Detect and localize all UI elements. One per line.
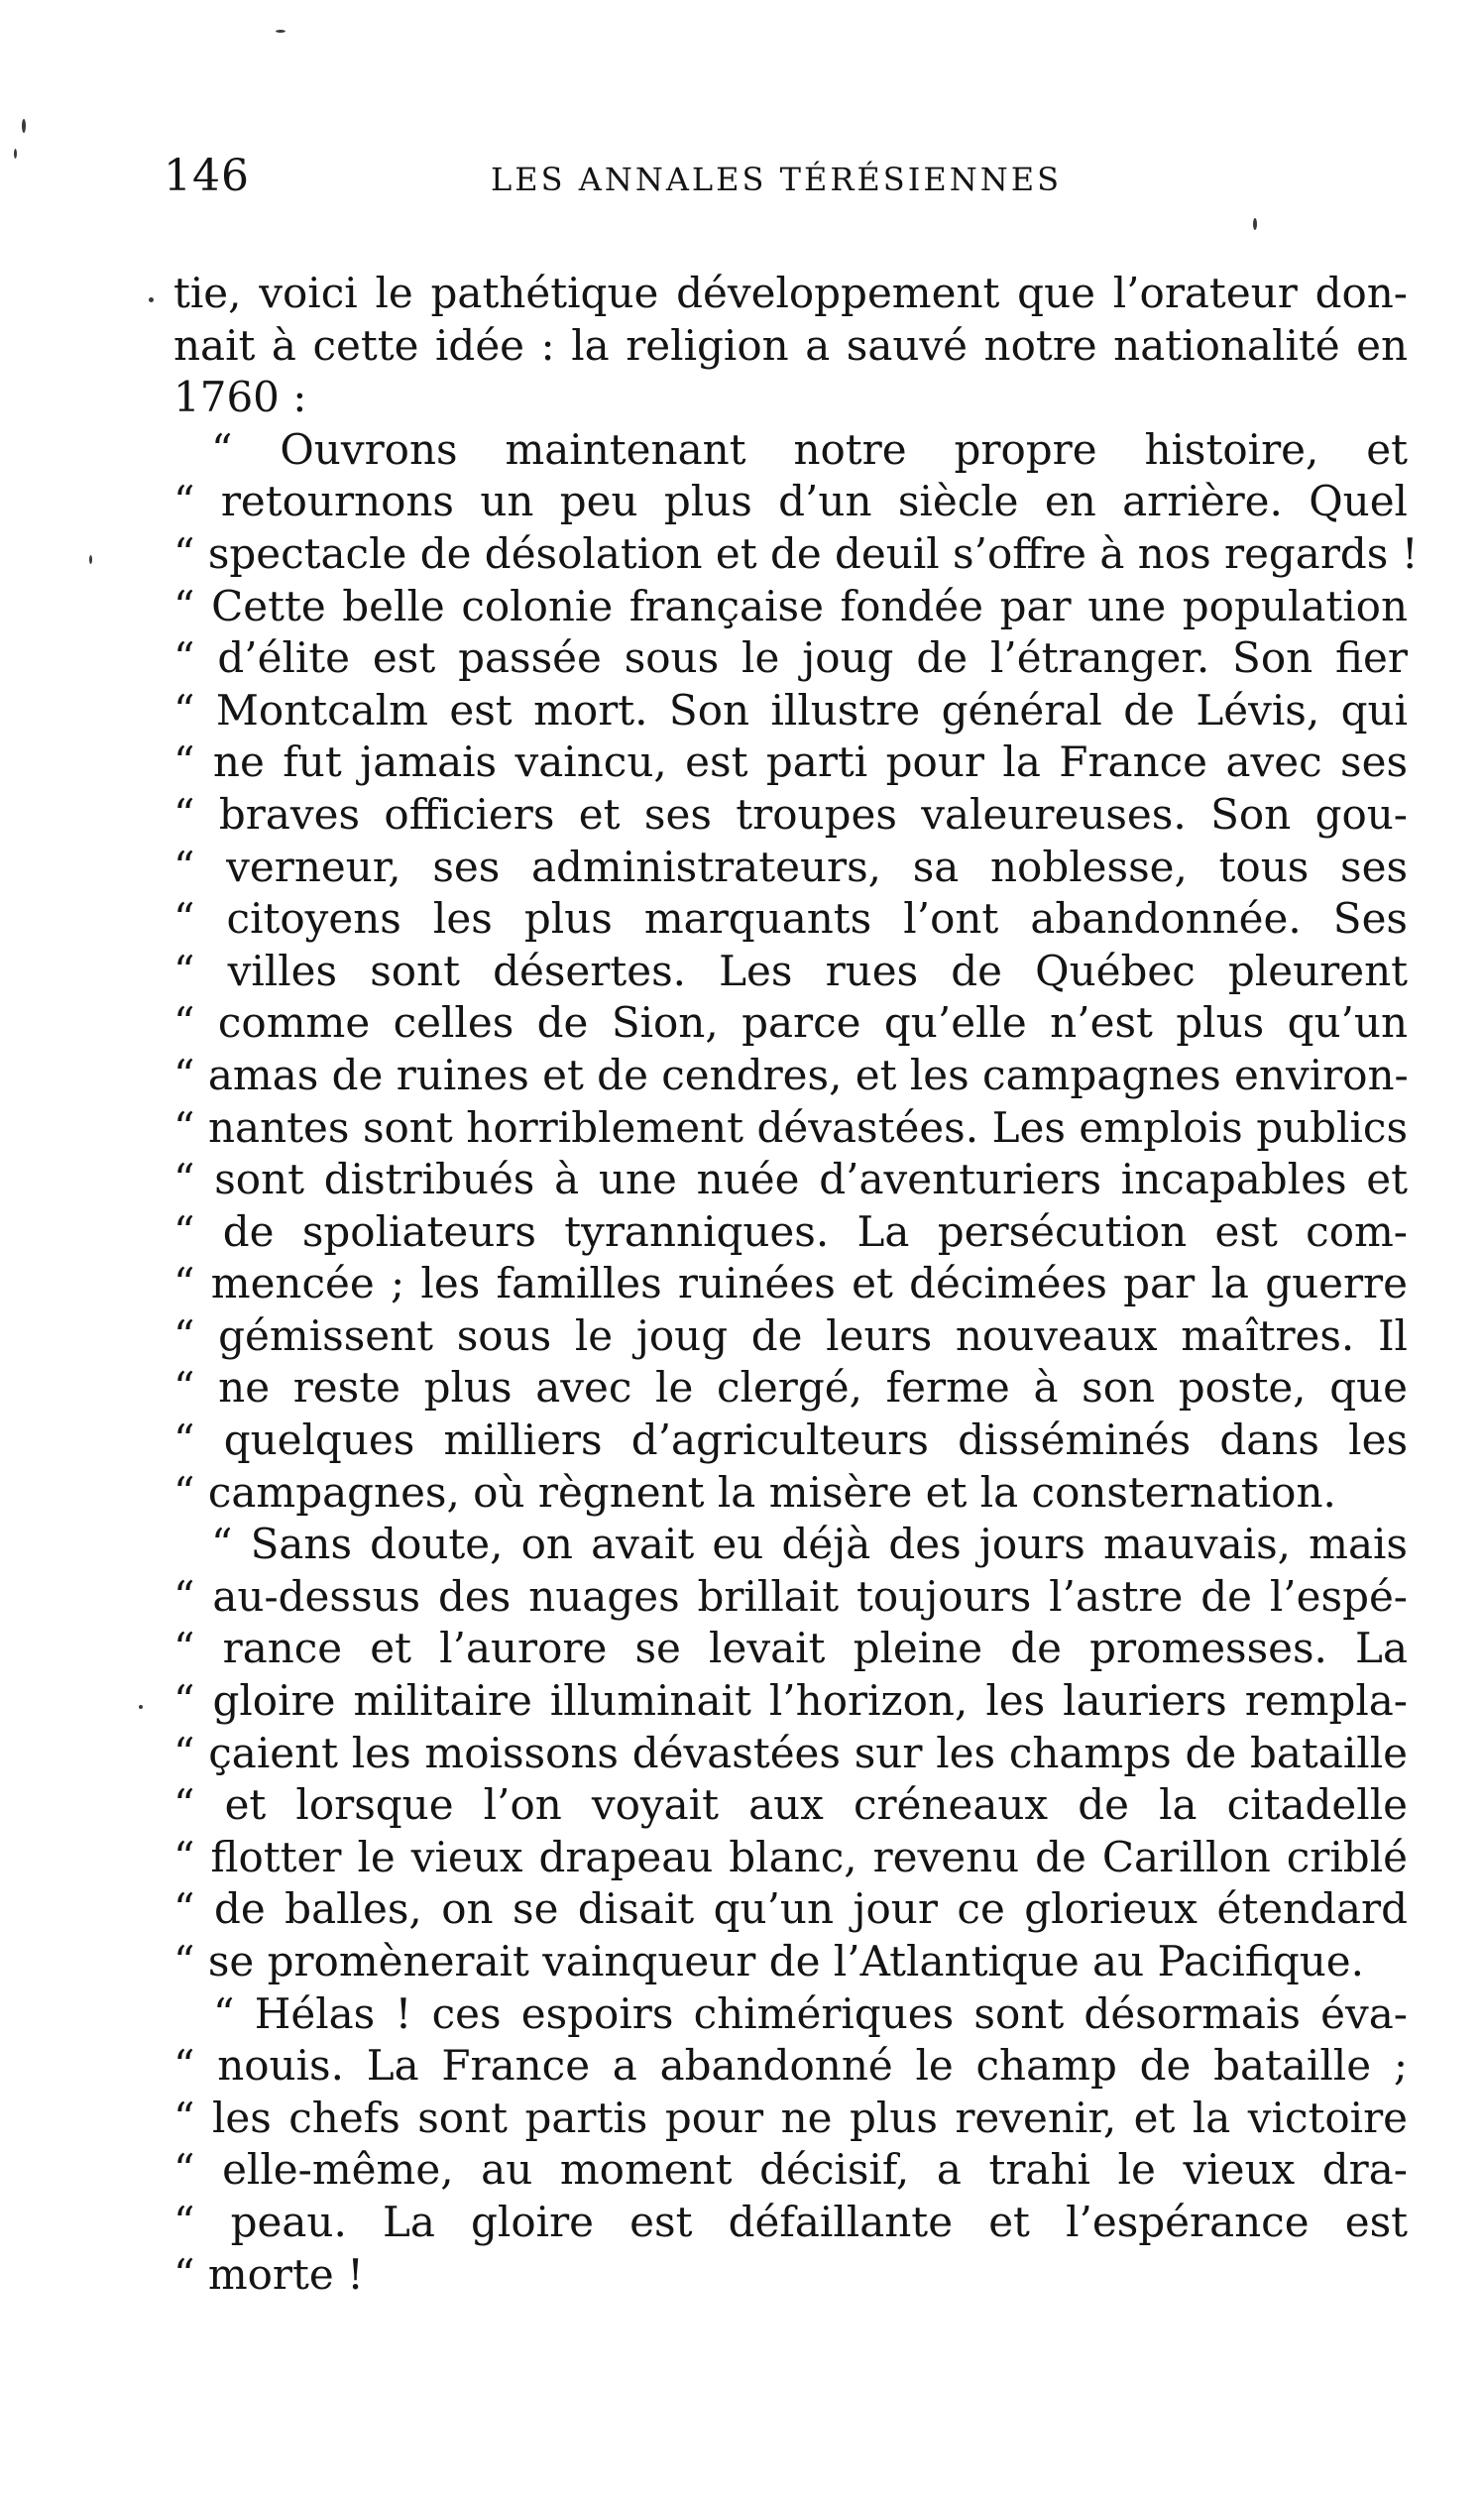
text-line-26: “ au-dessus des nuages brillait toujours l’astre de l’espé- [173, 1571, 1408, 1621]
text-line-1: tie, voici le pathétique développement que l’orateur don- [173, 269, 1408, 317]
text-line-24: “ campagnes, où règnent la misère et la consternation. [173, 1467, 1336, 1517]
text-line-21: “ gémissent sous le joug de leurs nouveaux maîtres. Il [173, 1310, 1408, 1360]
text-line-35: “ nouis. La France a abandonné le champ de bataille ; [173, 2041, 1408, 2091]
text-line-29: “ çaient les moissons dévastées sur les champs de bataille [173, 1728, 1408, 1777]
text-line-22: “ ne reste plus avec le clergé, ferme à son poste, que [173, 1363, 1408, 1413]
text-line-37: “ elle-même, au moment décisif, a trahi le vieux dra- [173, 2145, 1408, 2195]
text-line-25: “ Sans doute, on avait eu déjà des jours mauvais, mais [211, 1520, 1408, 1569]
text-line-10: “ ne fut jamais vaincu, est parti pour la France avec ses [173, 737, 1408, 787]
text-line-20: “ mencée ; les familles ruinées et décimées par la guerre [173, 1259, 1408, 1308]
running-title: LES ANNALES TÉRÉSIENNES [491, 161, 1062, 198]
text-line-9: “ Montcalm est mort. Son illustre général de Lévis, qui [173, 685, 1408, 735]
text-line-33: “ se promènerait vainqueur de l’Atlantique au Pacifique. [173, 1937, 1364, 1985]
text-line-30: “ et lorsque l’on voyait aux créneaux de la citadelle [173, 1780, 1408, 1830]
running-header [164, 151, 1393, 220]
body-text [173, 268, 1419, 2301]
text-line-2: nait à cette idée : la religion a sauvé notre nationalité en [173, 320, 1408, 370]
text-line-28: “ gloire militaire illuminait l’horizon, les lauriers rempla- [173, 1676, 1408, 1726]
text-line-7: “ Cette belle colonie française fondée par une population [173, 581, 1408, 630]
text-line-39: “ morte ! [173, 2249, 364, 2299]
page-number: 146 [164, 151, 250, 201]
text-line-19: “ de spoliateurs tyranniques. La persécution est com- [173, 1206, 1408, 1256]
text-line-13: “ citoyens les plus marquants l’ont abandonnée. Ses [173, 894, 1408, 944]
text-line-34: “ Hélas ! ces espoirs chimériques sont désormais éva- [213, 1988, 1408, 2038]
text-line-23: “ quelques milliers d’agriculteurs disséminés dans les [173, 1416, 1408, 1465]
text-line-32: “ de balles, on se disait qu’un jour ce glorieux étendard [173, 1884, 1408, 1934]
text-line-6: “ spectacle de désolation et de deuil s’offre à nos regards ! [173, 528, 1419, 578]
text-line-4: “ Ouvrons maintenant notre propre histoire, et [211, 424, 1408, 474]
text-line-38: “ peau. La gloire est défaillante et l’espérance est [173, 2197, 1408, 2246]
text-line-16: “ amas de ruines et de cendres, et les campagnes environ- [173, 1050, 1409, 1099]
text-line-8: “ d’élite est passée sous le joug de l’étranger. Son fier [173, 633, 1408, 683]
text-line-12: “ verneur, ses administrateurs, sa noblesse, tous ses [173, 842, 1408, 891]
text-line-5: “ retournons un peu plus d’un siècle en arrière. Quel [173, 477, 1408, 526]
text-line-17: “ nantes sont horriblement dévastées. Les emplois publics [173, 1102, 1408, 1152]
text-line-27: “ rance et l’aurore se levait pleine de promesses. La [173, 1624, 1408, 1673]
text-line-11: “ braves officiers et ses troupes valeureuses. Son gou- [173, 789, 1408, 839]
text-line-15: “ comme celles de Sion, parce qu’elle n’est plus qu’un [173, 998, 1408, 1048]
text-line-36: “ les chefs sont partis pour ne plus revenir, et la victoire [173, 2093, 1408, 2142]
text-line-31: “ flotter le vieux drapeau blanc, revenu de Carillon criblé [173, 1832, 1408, 1881]
text-line-14: “ villes sont désertes. Les rues de Québec pleurent [173, 946, 1408, 995]
text-line-18: “ sont distribués à une nuée d’aventuriers incapables et [173, 1155, 1408, 1204]
text-line-3: 1760 : [173, 373, 307, 422]
